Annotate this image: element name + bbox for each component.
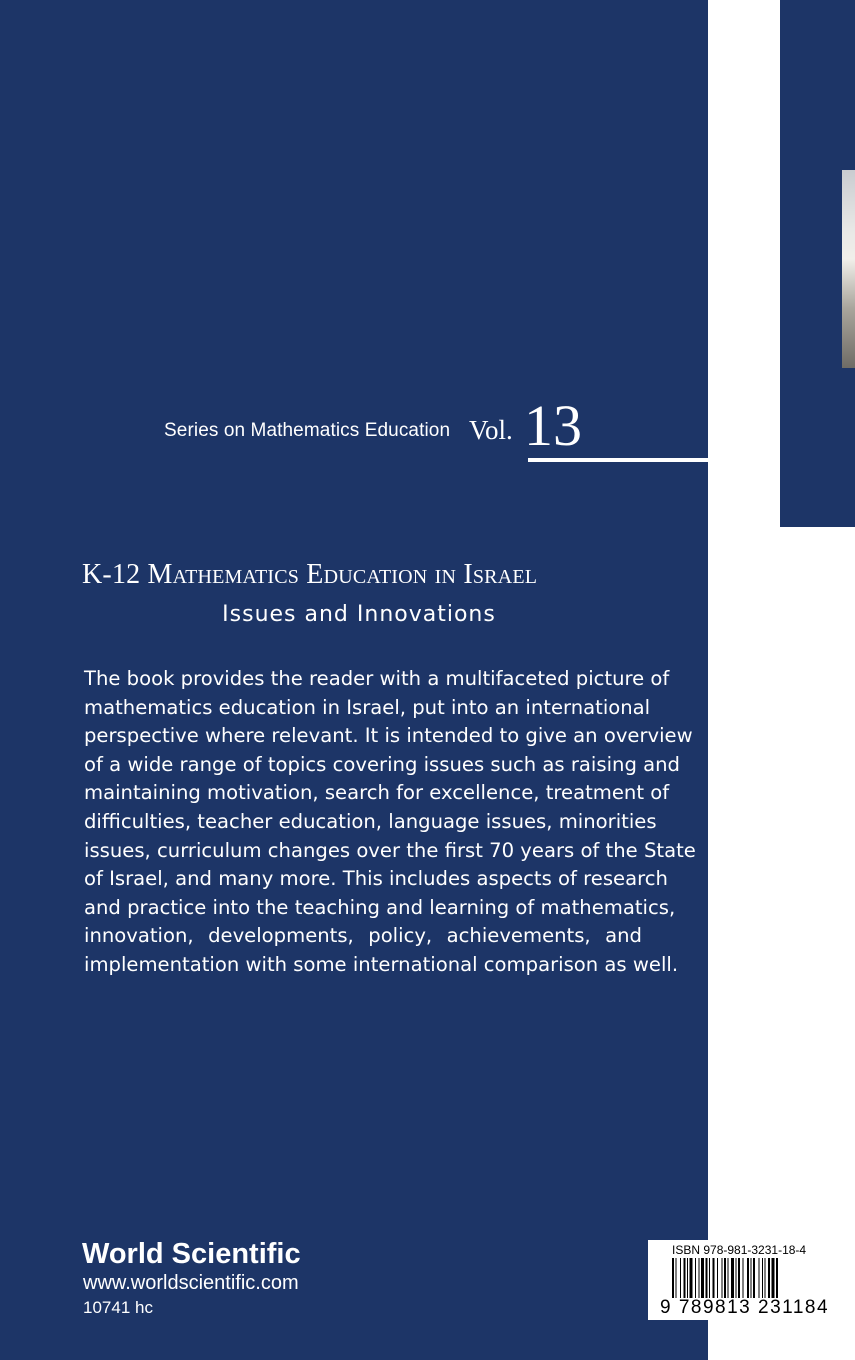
blurb-line: maintaining motivation, search for excellence, treatment of <box>84 781 670 805</box>
barcode-bar <box>695 1258 696 1298</box>
book-blurb <box>84 665 696 980</box>
barcode-bar <box>728 1258 729 1298</box>
barcode-bar <box>684 1258 686 1298</box>
volume-rule <box>528 458 708 462</box>
barcode-bar <box>687 1258 688 1298</box>
barcode-bar <box>759 1258 760 1298</box>
barcode-bar <box>768 1258 770 1298</box>
barcode-bar <box>743 1258 744 1298</box>
publisher-url: www.worldscientific.com <box>83 1272 299 1294</box>
barcode-bar <box>672 1258 674 1298</box>
barcode-bar <box>717 1258 718 1298</box>
isbn-number: ISBN 978-981-3231-18-4 <box>672 1243 807 1257</box>
barcode-bar <box>772 1258 775 1298</box>
barcode-bar <box>706 1258 708 1298</box>
book-title: K-12 Mathematics Education in Israel <box>82 559 538 590</box>
blurb-line: and practice into the teaching and learning of mathematics, <box>84 895 676 919</box>
barcode-bar <box>709 1258 710 1298</box>
publisher-name: World Scientific <box>82 1238 301 1270</box>
blurb-line: innovation, developments, policy, achievements, and <box>84 924 642 948</box>
barcode-bar <box>724 1258 726 1298</box>
blurb-line: perspective where relevant. It is intended to give an overview <box>84 724 693 748</box>
blurb-line: difficulties, teacher education, language issues, minorities <box>84 809 657 833</box>
barcode-bar <box>765 1258 766 1298</box>
blurb-line: The book provides the reader with a multifaceted picture of <box>84 667 670 690</box>
cover-photo-fragment <box>842 170 855 368</box>
blurb-line: mathematics education in Israel, put into an international <box>84 695 651 719</box>
barcode-bar <box>722 1258 723 1298</box>
barcode-bar <box>731 1258 734 1298</box>
barcode-bar <box>736 1258 737 1298</box>
barcode-bar <box>690 1258 693 1298</box>
blurb-line: of Israel, and many more. This includes aspects of research <box>84 867 668 891</box>
barcode-bar <box>701 1258 704 1298</box>
barcode-bar <box>713 1258 715 1298</box>
barcode-bar <box>753 1258 755 1298</box>
volume-number: 13 <box>524 393 582 458</box>
barcode-digits: 9 789813 231184 <box>660 1297 830 1318</box>
barcode-bar <box>762 1258 763 1298</box>
barcode-bars <box>672 1258 816 1298</box>
series-name: Series on Mathematics Education <box>164 420 451 441</box>
product-code: 10741 hc <box>83 1298 153 1317</box>
barcode-bar <box>676 1258 677 1298</box>
blurb-line: implementation with some international comparison as well. <box>84 952 679 976</box>
book-subtitle: Issues and Innovations <box>222 602 496 627</box>
series-heading <box>0 393 708 466</box>
blurb-line: issues, curriculum changes over the first 70 years of the State <box>84 838 696 862</box>
volume-label: Vol. <box>469 415 513 445</box>
barcode-bar <box>699 1258 700 1298</box>
barcode-bar <box>751 1258 752 1298</box>
barcode-bar <box>738 1258 740 1298</box>
front-cover-edge <box>780 0 855 527</box>
barcode-bar <box>776 1258 778 1298</box>
barcode-label <box>648 1240 830 1320</box>
blurb-line: of a wide range of topics covering issues such as raising and <box>84 752 680 776</box>
barcode-bar <box>680 1258 681 1298</box>
barcode-bar <box>747 1258 749 1298</box>
